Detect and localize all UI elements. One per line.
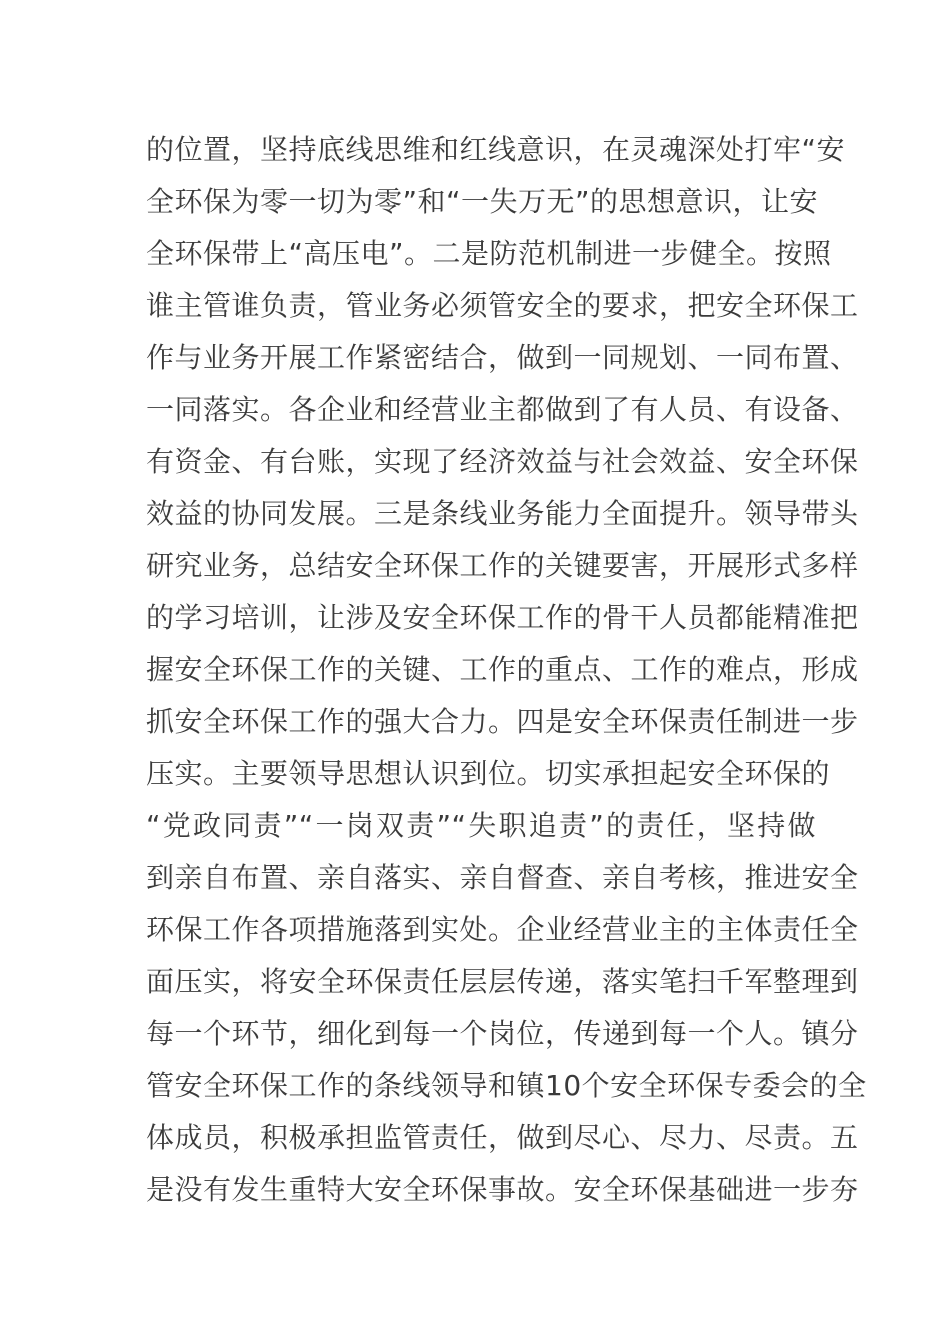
text-line: 环保工作各项措施落到实处。企业经营业主的主体责任全: [146, 913, 859, 946]
text-line: “党政同责”“一岗双责”“失职追责”的责任，坚持做: [146, 809, 816, 842]
text-line: 的位置，坚持底线思维和红线意识，在灵魂深处打牢“安: [146, 133, 846, 166]
text-line: 谁主管谁负责，管业务必须管安全的要求，把安全环保工: [146, 289, 859, 322]
text-line: 到亲自布置、亲自落实、亲自督查、亲自考核，推进安全: [146, 861, 859, 894]
text-line: 效益的协同发展。三是条线业务能力全面提升。领导带头: [146, 497, 859, 530]
text-line: 有资金、有台账，实现了经济效益与社会效益、安全环保: [146, 445, 859, 478]
text-line: 是没有发生重特大安全环保事故。安全环保基础进一步夯: [146, 1173, 859, 1206]
text-line: 的学习培训，让涉及安全环保工作的骨干人员都能精准把: [146, 601, 859, 634]
text-line: 体成员，积极承担监管责任，做到尽心、尽力、尽责。五: [146, 1121, 859, 1154]
body-paragraph: [146, 124, 867, 1216]
text-line: 全环保带上“高压电”。二是防范机制进一步健全。按照: [146, 237, 832, 270]
text-line: 管安全环保工作的条线领导和镇10个安全环保专委会的全: [146, 1069, 867, 1102]
text-line: 每一个环节，细化到每一个岗位，传递到每一个人。镇分: [146, 1017, 859, 1050]
text-line: 压实。主要领导思想认识到位。切实承担起安全环保的: [146, 757, 831, 790]
text-line: 一同落实。各企业和经营业主都做到了有人员、有设备、: [146, 393, 859, 426]
text-line: 抓安全环保工作的强大合力。四是安全环保责任制进一步: [146, 705, 859, 738]
text-line: 全环保为零一切为零”和“一失万无”的思想意识，让安: [146, 185, 819, 218]
text-line: 作与业务开展工作紧密结合，做到一同规划、一同布置、: [146, 341, 859, 374]
text-line: 研究业务，总结安全环保工作的关键要害，开展形式多样: [146, 549, 859, 582]
text-line: 握安全环保工作的关键、工作的重点、工作的难点，形成: [146, 653, 859, 686]
text-line: 面压实，将安全环保责任层层传递，落实笔扫千军整理到: [146, 965, 859, 998]
